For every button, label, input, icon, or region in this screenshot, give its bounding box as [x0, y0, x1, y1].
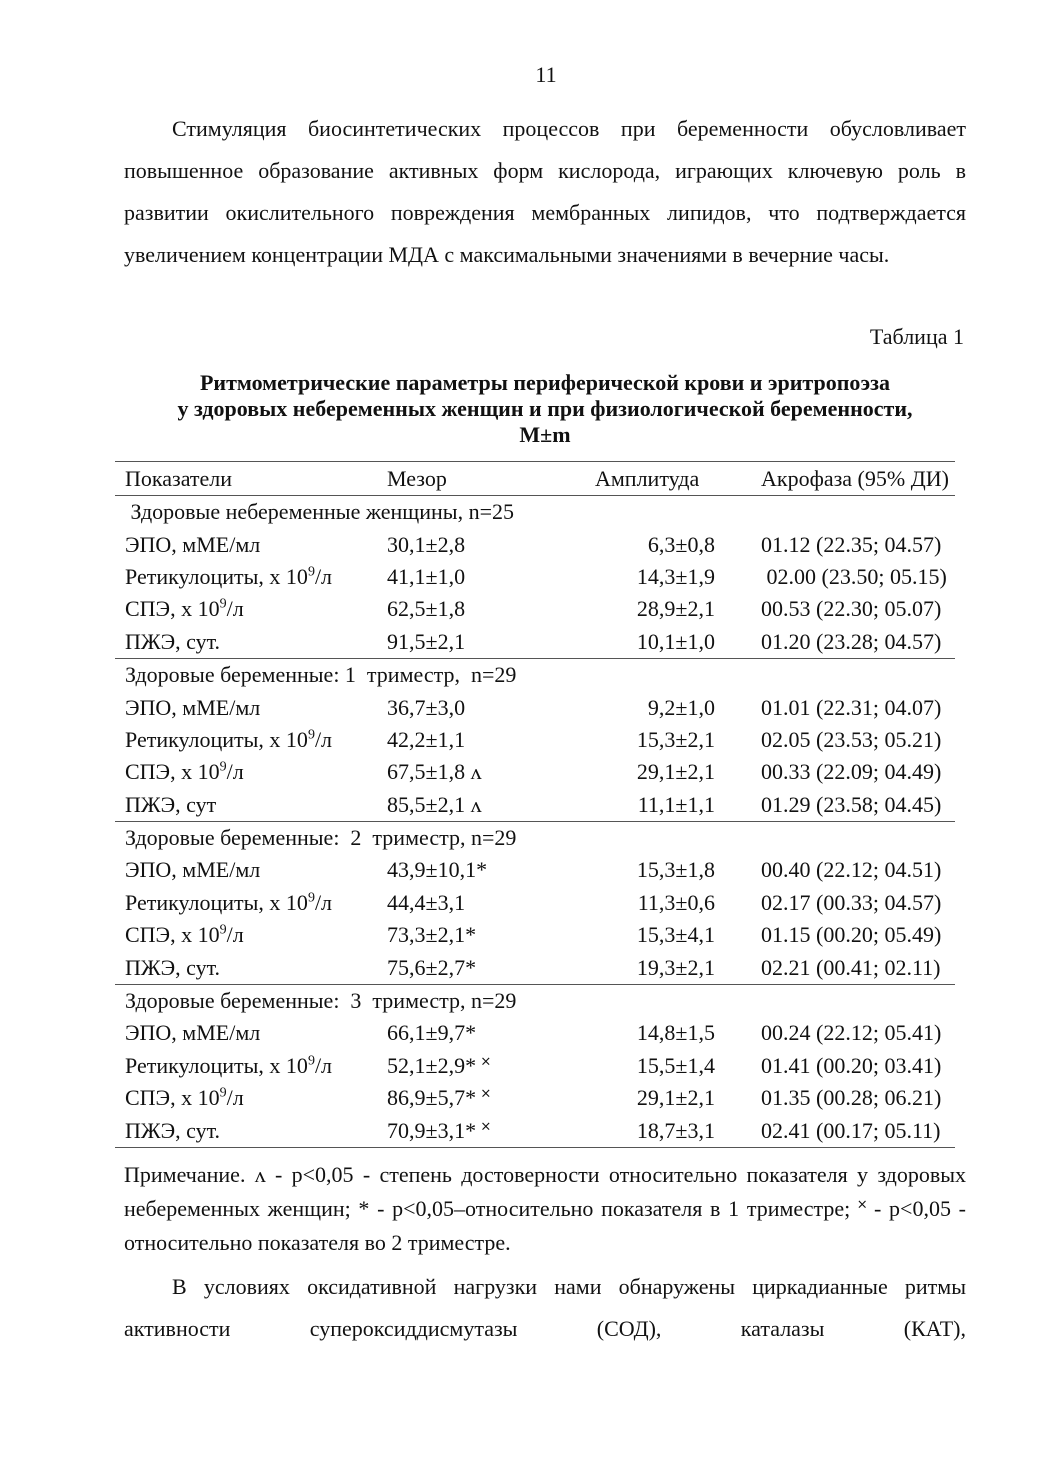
unit-exponent: 9 — [307, 564, 315, 580]
table-row — [115, 626, 955, 659]
group-title: Здоровые беременные: 2 триместр, n=29 — [115, 821, 955, 854]
amplitude-cell: 15,3±4,1 — [636, 922, 715, 948]
table-title — [100, 370, 990, 448]
amplitude-cell: 14,3±1,9 — [636, 563, 715, 589]
unit-exponent: 9 — [307, 1053, 315, 1069]
mesor-cell: 42,2±1,1 — [387, 726, 466, 752]
table-row — [115, 1114, 955, 1147]
unit-exponent: 9 — [219, 922, 227, 938]
indicator-name: СПЭ, х 10 — [125, 596, 220, 622]
table-row — [115, 1082, 955, 1114]
indicator-cell — [115, 1050, 387, 1082]
table-row — [115, 1050, 955, 1082]
indicator-cell — [115, 887, 387, 919]
indicator-name: СПЭ, х 10 — [125, 922, 220, 948]
unit-exponent: 9 — [219, 597, 227, 613]
table-title-line: Ритмометрические параметры периферической крови и эритропоэза — [199, 370, 891, 395]
mesor-cell: 85,5±2,1 ʌ — [387, 791, 482, 817]
acrophase-cell: 01.01 (22.31; 04.07) — [761, 694, 942, 720]
column-header: Показатели — [115, 462, 387, 496]
indicator-name: СПЭ, х 10 — [125, 1085, 220, 1111]
indicator-cell — [115, 528, 387, 560]
table-row — [115, 951, 955, 984]
indicator-name: ПЖЭ, сут. — [125, 954, 221, 980]
column-header: Акрофаза (95% ДИ) — [761, 462, 955, 496]
paragraph-intro-text: Стимуляция биосинтетических процессов при беременности обусловливает повышенное образование активных форм кислорода, играющих ключевую роль в развитии окислительного повреждения мембранных липидов, что подтверждается увеличением концентрации МДА с максимальными значениями в вечерние часы. — [124, 116, 966, 267]
unit-tail: /л — [226, 596, 244, 622]
table-group-row — [115, 984, 955, 1017]
indicator-name: ПЖЭ, сут — [125, 791, 217, 817]
acrophase-cell: 00.53 (22.30; 05.07) — [761, 596, 942, 622]
indicator-cell — [115, 854, 387, 886]
unit-exponent: 9 — [219, 759, 227, 775]
column-header: Мезор — [387, 462, 565, 496]
amplitude-cell: 6,3±0,8 — [647, 531, 715, 557]
amplitude-cell: 29,1±2,1 — [636, 1085, 715, 1111]
amplitude-cell: 11,1±1,1 — [637, 791, 715, 817]
indicator-cell — [115, 951, 387, 984]
table-row — [115, 724, 955, 756]
mesor-cell: 30,1±2,8 — [387, 531, 466, 557]
indicator-name: ЭПО, мМЕ/мл — [125, 531, 261, 557]
acrophase-cell: 01.12 (22.35; 04.57) — [761, 531, 942, 557]
unit-tail: /л — [226, 922, 244, 948]
mesor-cell: 52,1±2,9* ˟ — [387, 1052, 490, 1078]
acrophase-cell: 02.05 (23.53; 05.21) — [761, 726, 942, 752]
table-group-row — [115, 821, 955, 854]
table-row — [115, 887, 955, 919]
amplitude-cell: 15,5±1,4 — [636, 1052, 715, 1078]
unit-tail: /л — [314, 563, 333, 589]
indicator-cell — [115, 1114, 387, 1147]
amplitude-cell: 11,3±0,6 — [637, 889, 715, 915]
table-group-row — [115, 658, 955, 691]
unit-tail: /л — [226, 759, 244, 785]
amplitude-cell: 10,1±1,0 — [636, 628, 715, 654]
unit-tail: /л — [314, 726, 333, 752]
group-title: Здоровые беременные: 3 триместр, n=29 — [115, 984, 955, 1017]
indicator-name: Ретикулоциты, х 10 — [125, 1052, 308, 1078]
unit-tail: /л — [314, 889, 333, 915]
amplitude-cell: 9,2±1,0 — [647, 694, 715, 720]
acrophase-cell: 00.24 (22.12; 05.41) — [761, 1020, 942, 1046]
acrophase-cell: 01.29 (23.58; 04.45) — [761, 791, 942, 817]
indicator-name: Ретикулоциты, х 10 — [125, 726, 308, 752]
acrophase-cell: 01.15 (00.20; 05.49) — [761, 922, 942, 948]
indicator-cell — [115, 724, 387, 756]
indicator-cell — [115, 1017, 387, 1049]
paragraph-intro — [124, 108, 966, 276]
group-title: Здоровые беременные: 1 триместр, n=29 — [115, 658, 955, 691]
acrophase-cell: 01.41 (00.20; 03.41) — [761, 1052, 942, 1078]
indicator-cell — [115, 1082, 387, 1114]
acrophase-cell: 02.41 (00.17; 05.11) — [761, 1114, 955, 1147]
amplitude-cell: 14,8±1,5 — [636, 1020, 715, 1046]
table-row — [115, 919, 955, 951]
mesor-cell: 44,4±3,1 — [387, 889, 466, 915]
indicator-name: ЭПО, мМЕ/мл — [125, 694, 261, 720]
mesor-cell: 70,9±3,1* ˟ — [387, 1114, 565, 1147]
amplitude-cell: 15,3±2,1 — [636, 726, 715, 752]
acrophase-cell: 02.00 (23.50; 05.15) — [761, 563, 947, 589]
acrophase-cell: 00.33 (22.09; 04.49) — [761, 759, 942, 785]
acrophase-cell: 01.35 (00.28; 06.21) — [761, 1085, 942, 1111]
unit-exponent: 9 — [219, 1085, 227, 1101]
unit-exponent: 9 — [307, 890, 315, 906]
table-group-row — [115, 496, 955, 529]
indicator-cell — [115, 919, 387, 951]
indicator-cell — [115, 626, 387, 659]
table-title-line: у здоровых небеременных женщин и при физиологической беременности, — [177, 396, 913, 421]
paragraph-continuation — [124, 1266, 966, 1350]
table-row — [115, 561, 955, 593]
acrophase-cell: 02.17 (00.33; 04.57) — [761, 889, 942, 915]
acrophase-cell: 00.40 (22.12; 04.51) — [761, 857, 942, 883]
unit-tail: /л — [226, 1085, 244, 1111]
indicator-cell — [115, 756, 387, 788]
table-row — [115, 593, 955, 625]
unit-exponent: 9 — [307, 727, 315, 743]
indicator-name: ПЖЭ, сут. — [125, 628, 221, 654]
acrophase-cell: 01.20 (23.28; 04.57) — [761, 628, 942, 654]
table-row — [115, 854, 955, 886]
indicator-cell — [115, 691, 387, 723]
mesor-cell: 91,5±2,1 — [387, 628, 466, 654]
table-row — [115, 691, 955, 723]
indicator-cell — [115, 789, 387, 822]
indicator-name: ЭПО, мМЕ/мл — [125, 857, 261, 883]
indicator-name: ЭПО, мМЕ/мл — [125, 1020, 261, 1046]
indicator-name: Ретикулоциты, х 10 — [125, 889, 308, 915]
indicator-name: Ретикулоциты, х 10 — [125, 563, 308, 589]
table-label: Таблица 1 — [869, 324, 964, 349]
indicator-name: СПЭ, х 10 — [125, 759, 220, 785]
indicator-name: ПЖЭ, сут. — [125, 1117, 221, 1143]
amplitude-cell: 15,3±1,8 — [636, 857, 715, 883]
amplitude-cell: 29,1±2,1 — [636, 759, 715, 785]
table-row — [115, 789, 955, 822]
page-number: 11 — [535, 62, 557, 87]
paragraph-continuation-text: В условиях оксидативной нагрузки нами обнаружены циркадианные ритмы активности супероксиддисмутазы (СОД), каталазы (КАТ), — [124, 1274, 966, 1341]
mesor-cell: 62,5±1,8 — [387, 596, 466, 622]
acrophase-cell: 02.21 (00.41; 02.11) — [761, 954, 941, 980]
data-table — [115, 461, 955, 1148]
table-note: Примечание. ʌ - p<0,05 - степень достоверности относительно показателя у здоровых небеременных женщин; * - p<0,05–относительно показателя в 1 триместре; ˟ - p<0,05 - относительно показателя во 2 триместре. — [124, 1162, 966, 1255]
amplitude-cell: 28,9±2,1 — [636, 596, 715, 622]
mesor-cell: 41,1±1,0 — [387, 563, 466, 589]
mesor-cell: 86,9±5,7* ˟ — [387, 1085, 490, 1111]
indicator-cell — [115, 561, 387, 593]
column-header: Амплитуда — [565, 462, 761, 496]
table-row — [115, 1017, 955, 1049]
mesor-cell: 67,5±1,8 ʌ — [387, 759, 482, 785]
indicator-cell — [115, 593, 387, 625]
group-title: Здоровые небеременные женщины, n=25 — [115, 496, 955, 529]
mesor-cell: 43,9±10,1* — [387, 857, 488, 883]
mesor-cell: 75,6±2,7* — [387, 954, 477, 980]
table-title-line: M±m — [519, 422, 571, 447]
unit-tail: /л — [314, 1052, 333, 1078]
mesor-cell: 66,1±9,7* — [387, 1020, 477, 1046]
mesor-cell: 73,3±2,1* — [387, 922, 477, 948]
table-row — [115, 528, 955, 560]
table-header-row — [115, 462, 955, 496]
amplitude-cell: 19,3±2,1 — [636, 954, 715, 980]
table-row — [115, 756, 955, 788]
mesor-cell: 36,7±3,0 — [387, 694, 466, 720]
amplitude-cell: 18,7±3,1 — [565, 1114, 761, 1147]
